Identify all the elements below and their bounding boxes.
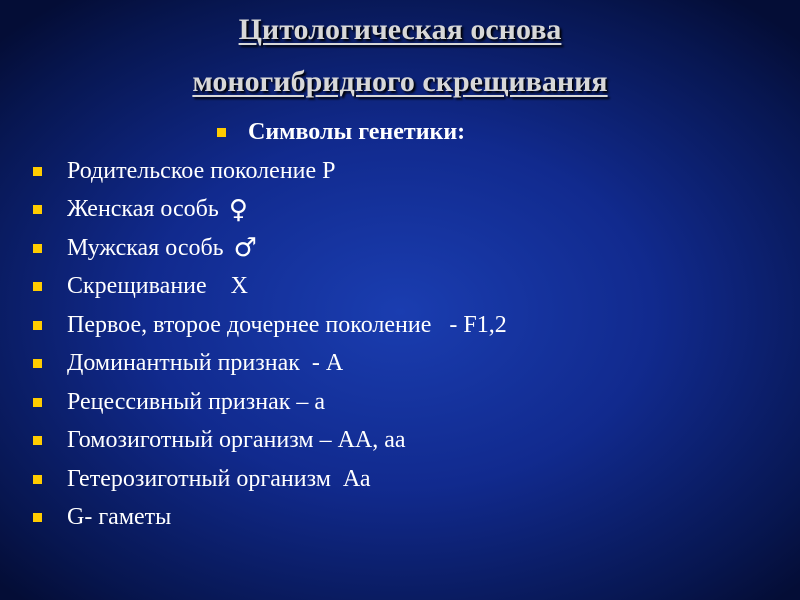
list-item: [33, 499, 507, 538]
list-item-text: Гомозиготный организм – АА, аа: [67, 427, 406, 454]
slide-title: [0, 4, 800, 108]
square-bullet-icon: [217, 128, 226, 137]
list-item-text: G- гаметы: [67, 504, 172, 531]
square-bullet-icon: [33, 398, 42, 407]
symbol-list: [33, 152, 507, 537]
list-item-text: Рецессивный признак – а: [67, 388, 326, 415]
square-bullet-icon: [33, 436, 42, 445]
title-line-2: моногибридного скрещивания: [192, 65, 608, 98]
square-bullet-icon: [33, 321, 42, 330]
list-item: [33, 345, 507, 384]
list-item: [33, 191, 507, 230]
square-bullet-icon: [33, 205, 42, 214]
list-item: [33, 460, 507, 499]
list-item: [33, 422, 507, 461]
square-bullet-icon: [33, 167, 42, 176]
list-item-text: Мужская особь: [67, 234, 224, 261]
list-item: [33, 268, 507, 307]
square-bullet-icon: [33, 359, 42, 368]
list-item-text: Доминантный признак - А: [67, 350, 344, 377]
list-item-text: Родительское поколение Р: [67, 157, 336, 184]
male-symbol-icon: ♂: [233, 233, 257, 264]
subheading: [217, 114, 465, 150]
list-item: [33, 383, 507, 422]
square-bullet-icon: [33, 513, 42, 522]
list-item: [33, 152, 507, 191]
square-bullet-icon: [33, 244, 42, 253]
subheading-text: Символы генетики:: [248, 118, 466, 145]
female-symbol-icon: ♀: [228, 194, 248, 225]
square-bullet-icon: [33, 475, 42, 484]
list-item-text: Скрещивание Х: [67, 273, 248, 300]
title-line-1: Цитологическая основа: [238, 13, 562, 46]
square-bullet-icon: [33, 282, 42, 291]
list-item: [33, 229, 507, 268]
list-item-text: Гетерозиготный организм Аа: [67, 465, 371, 492]
list-item: [33, 306, 507, 345]
list-item-text: Женская особь: [67, 196, 219, 223]
list-item-text: Первое, второе дочернее поколение - F1,2: [67, 311, 507, 338]
